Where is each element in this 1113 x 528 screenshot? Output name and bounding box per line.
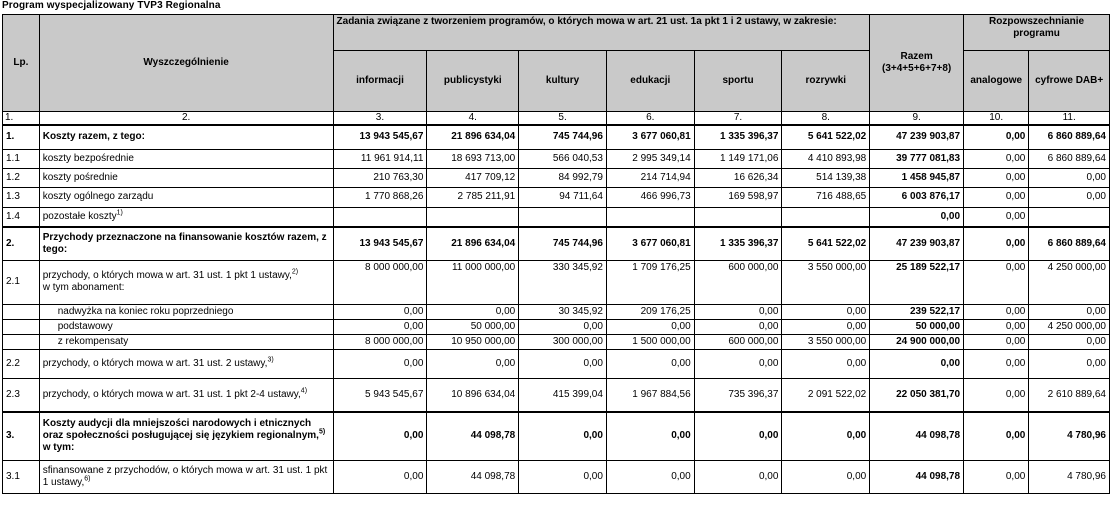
row-value: 0,00 — [1029, 304, 1110, 319]
row-value: 0,00 — [519, 460, 607, 493]
col-number: 3. — [333, 112, 427, 126]
row-label-text: koszty pośrednie — [42, 171, 118, 183]
row-value: 4 780,96 — [1029, 412, 1110, 460]
row-value: 8 000 000,00 — [333, 334, 427, 349]
row-value: 44 098,78 — [427, 460, 519, 493]
row-value: 0,00 — [964, 187, 1029, 207]
row-label-tail: w tym: — [42, 442, 75, 454]
row-value: 0,00 — [519, 319, 607, 334]
row-value: 10 896 634,04 — [427, 378, 519, 412]
row-lp — [3, 334, 40, 349]
row-value: 0,00 — [427, 349, 519, 378]
table-row — [3, 187, 1110, 207]
table-row — [3, 168, 1110, 187]
row-value: 6 860 889,64 — [1029, 227, 1110, 260]
row-value: 47 239 903,87 — [870, 125, 964, 149]
header-distribution: analogowe — [964, 51, 1029, 112]
row-value: 3 677 060,81 — [606, 125, 694, 149]
row-value: 0,00 — [606, 460, 694, 493]
header-task: sportu — [694, 51, 782, 112]
row-lp — [3, 319, 40, 334]
table-row — [3, 207, 1110, 227]
row-value: 0,00 — [333, 460, 427, 493]
row-value: 0,00 — [333, 319, 427, 334]
row-value: 2 785 211,91 — [427, 187, 519, 207]
header-distribution: cyfrowe DAB+ — [1029, 51, 1110, 112]
row-label-text: Koszty razem, z tego: — [42, 131, 145, 143]
row-value: 44 098,78 — [870, 412, 964, 460]
row-value: 0,00 — [782, 304, 870, 319]
row-value: 0,00 — [694, 319, 782, 334]
row-value: 0,00 — [782, 319, 870, 334]
row-value — [694, 207, 782, 227]
row-value: 600 000,00 — [694, 260, 782, 304]
footnote-marker: 2) — [291, 268, 299, 276]
row-value: 210 763,30 — [333, 168, 427, 187]
row-value: 1 967 884,56 — [606, 378, 694, 412]
row-value: 22 050 381,70 — [870, 378, 964, 412]
row-label — [39, 125, 333, 149]
row-value: 0,00 — [694, 304, 782, 319]
row-label-text: przychody, o których mowa w art. 31 ust. 1 pkt 1 ustawy, — [42, 270, 292, 281]
row-value: 600 000,00 — [694, 334, 782, 349]
row-value: 0,00 — [1029, 187, 1110, 207]
row-value: 44 098,78 — [427, 412, 519, 460]
row-value: 21 896 634,04 — [427, 125, 519, 149]
table-row — [3, 149, 1110, 168]
row-value: 84 992,79 — [519, 168, 607, 187]
row-value: 4 250 000,00 — [1029, 260, 1110, 304]
col-number: 11. — [1029, 112, 1110, 126]
row-value: 3 550 000,00 — [782, 260, 870, 304]
row-value: 0,00 — [782, 349, 870, 378]
row-value: 1 149 171,06 — [694, 149, 782, 168]
row-label-text: koszty ogólnego zarządu — [42, 191, 154, 202]
row-value: 6 860 889,64 — [1029, 149, 1110, 168]
row-value: 2 091 522,02 — [782, 378, 870, 412]
row-label-text: pozostałe koszty — [42, 210, 117, 222]
row-value: 11 000 000,00 — [427, 260, 519, 304]
row-value: 4 780,96 — [1029, 460, 1110, 493]
row-value: 0,00 — [1029, 168, 1110, 187]
row-lp: 1. — [3, 125, 40, 149]
row-value: 5 641 522,02 — [782, 227, 870, 260]
row-value: 1 500 000,00 — [606, 334, 694, 349]
table-row — [3, 319, 1110, 334]
row-value — [333, 207, 427, 227]
row-value: 94 711,64 — [519, 187, 607, 207]
header-task: kultury — [519, 51, 607, 112]
header-task: edukacji — [606, 51, 694, 112]
table-row — [3, 304, 1110, 319]
row-value: 169 598,97 — [694, 187, 782, 207]
row-value: 2 995 349,14 — [606, 149, 694, 168]
footnote-marker: 6) — [84, 475, 91, 483]
row-value: 0,00 — [606, 349, 694, 378]
row-value: 0,00 — [427, 304, 519, 319]
table-row — [3, 227, 1110, 260]
row-label — [39, 412, 333, 460]
row-value: 2 610 889,64 — [1029, 378, 1110, 412]
row-label-text: przychody, o których mowa w art. 31 ust. 2 ustawy, — [42, 357, 268, 369]
row-label — [39, 460, 333, 493]
row-value — [1029, 207, 1110, 227]
table-row — [3, 334, 1110, 349]
row-value: 18 693 713,00 — [427, 149, 519, 168]
row-label — [39, 349, 333, 378]
row-value: 0,00 — [606, 319, 694, 334]
footnote-marker: 1) — [116, 209, 123, 217]
row-value: 11 961 914,11 — [333, 149, 427, 168]
row-value: 16 626,34 — [694, 168, 782, 187]
row-value: 745 744,96 — [519, 227, 607, 260]
row-label — [39, 187, 333, 207]
row-label-text: sfinansowane z przychodów, o których mowa w art. 31 ust. 1 pkt 1 ustawy, — [42, 464, 328, 488]
row-value: 466 996,73 — [606, 187, 694, 207]
row-lp: 3. — [3, 412, 40, 460]
row-value: 4 410 893,98 — [782, 149, 870, 168]
row-value: 209 176,25 — [606, 304, 694, 319]
header-total: Razem (3+4+5+6+7+8) — [870, 15, 964, 112]
row-value: 5 943 545,67 — [333, 378, 427, 412]
row-value: 1 335 396,37 — [694, 227, 782, 260]
row-value: 300 000,00 — [519, 334, 607, 349]
row-lp: 2. — [3, 227, 40, 260]
row-lp: 2.2 — [3, 349, 40, 378]
row-value: 1 709 176,25 — [606, 260, 694, 304]
row-label — [39, 319, 333, 334]
table-row — [3, 349, 1110, 378]
col-number: 1. — [3, 112, 40, 126]
row-value: 417 709,12 — [427, 168, 519, 187]
row-value: 0,00 — [333, 349, 427, 378]
row-value: 4 250 000,00 — [1029, 319, 1110, 334]
row-value: 0,00 — [694, 412, 782, 460]
row-label-text: nadwyżka na koniec roku poprzedniego — [57, 305, 234, 317]
table-row — [3, 260, 1110, 304]
row-value: 5 641 522,02 — [782, 125, 870, 149]
row-value: 50 000,00 — [427, 319, 519, 334]
row-label-subtext: w tym abonament: — [42, 282, 125, 293]
row-lp: 1.1 — [3, 149, 40, 168]
row-value: 514 139,38 — [782, 168, 870, 187]
row-label — [39, 207, 333, 227]
row-lp: 2.3 — [3, 378, 40, 412]
row-value: 30 345,92 — [519, 304, 607, 319]
row-value: 0,00 — [964, 349, 1029, 378]
row-value: 0,00 — [964, 125, 1029, 149]
row-value: 0,00 — [870, 207, 964, 227]
col-number: 4. — [427, 112, 519, 126]
row-value: 716 488,65 — [782, 187, 870, 207]
row-value: 3 550 000,00 — [782, 334, 870, 349]
row-value: 0,00 — [1029, 349, 1110, 378]
row-label — [39, 378, 333, 412]
row-label — [39, 168, 333, 187]
row-value: 21 896 634,04 — [427, 227, 519, 260]
row-value: 10 950 000,00 — [427, 334, 519, 349]
footnote-marker: 5) — [318, 428, 326, 436]
row-value: 0,00 — [870, 349, 964, 378]
row-value: 0,00 — [964, 319, 1029, 334]
row-value: 6 003 876,17 — [870, 187, 964, 207]
row-value: 1 458 945,87 — [870, 168, 964, 187]
header-task: informacji — [333, 51, 427, 112]
row-value: 415 399,04 — [519, 378, 607, 412]
row-value: 0,00 — [964, 304, 1029, 319]
header-lp: Lp. — [3, 15, 40, 112]
row-value: 0,00 — [964, 227, 1029, 260]
row-value: 8 000 000,00 — [333, 260, 427, 304]
row-value: 0,00 — [964, 260, 1029, 304]
row-value: 214 714,94 — [606, 168, 694, 187]
row-lp: 3.1 — [3, 460, 40, 493]
col-number: 6. — [606, 112, 694, 126]
row-label-text: z rekompensaty — [57, 335, 129, 347]
row-value — [782, 207, 870, 227]
header-task: rozrywki — [782, 51, 870, 112]
row-value: 1 770 868,26 — [333, 187, 427, 207]
row-value: 0,00 — [964, 168, 1029, 187]
row-label-text: Koszty audycji dla mniejszości narodowych i etnicznych oraz społeczności posługującej się językiem regionalnym, — [42, 418, 319, 442]
header-item: Wyszczególnienie — [39, 15, 333, 112]
financial-table — [2, 14, 1110, 494]
row-label-text: podstawowy — [57, 320, 113, 332]
row-value: 0,00 — [694, 349, 782, 378]
row-value: 0,00 — [782, 460, 870, 493]
row-value: 13 943 545,67 — [333, 125, 427, 149]
row-value: 0,00 — [333, 412, 427, 460]
row-value: 0,00 — [1029, 334, 1110, 349]
row-value: 6 860 889,64 — [1029, 125, 1110, 149]
row-value: 0,00 — [964, 460, 1029, 493]
footnote-marker: 3) — [267, 356, 274, 364]
header-task: publicystyki — [427, 51, 519, 112]
row-value: 0,00 — [606, 412, 694, 460]
column-number-row — [3, 112, 1110, 126]
row-label — [39, 227, 333, 260]
footnote-marker: 4) — [300, 387, 308, 395]
row-value: 745 744,96 — [519, 125, 607, 149]
row-value: 50 000,00 — [870, 319, 964, 334]
row-label-text: Przychody przeznaczone na finansowanie kosztów razem, z tego: — [42, 231, 327, 255]
table-row — [3, 378, 1110, 412]
col-number: 5. — [519, 112, 607, 126]
row-label-text: przychody, o których mowa w art. 31 ust. 1 pkt 2-4 ustawy, — [42, 388, 301, 400]
row-value: 0,00 — [694, 460, 782, 493]
row-value: 0,00 — [964, 334, 1029, 349]
row-value: 1 335 396,37 — [694, 125, 782, 149]
table-row — [3, 125, 1110, 149]
row-value: 0,00 — [519, 412, 607, 460]
row-value: 44 098,78 — [870, 460, 964, 493]
row-lp: 1.3 — [3, 187, 40, 207]
row-value: 25 189 522,17 — [870, 260, 964, 304]
row-value: 24 900 000,00 — [870, 334, 964, 349]
row-value: 735 396,37 — [694, 378, 782, 412]
row-lp: 2.1 — [3, 260, 40, 304]
row-value: 39 777 081,83 — [870, 149, 964, 168]
row-label — [39, 304, 333, 319]
row-value — [427, 207, 519, 227]
row-value: 0,00 — [519, 349, 607, 378]
row-lp: 1.4 — [3, 207, 40, 227]
row-value — [606, 207, 694, 227]
header-distribution-group: Rozpowszechnianie programu — [964, 15, 1110, 51]
row-value: 330 345,92 — [519, 260, 607, 304]
row-value: 0,00 — [964, 412, 1029, 460]
row-value: 0,00 — [782, 412, 870, 460]
row-value: 47 239 903,87 — [870, 227, 964, 260]
row-value: 239 522,17 — [870, 304, 964, 319]
row-label — [39, 260, 333, 304]
row-value: 0,00 — [333, 304, 427, 319]
row-value: 0,00 — [964, 207, 1029, 227]
row-value: 0,00 — [964, 378, 1029, 412]
row-value: 566 040,53 — [519, 149, 607, 168]
row-lp — [3, 304, 40, 319]
row-value: 3 677 060,81 — [606, 227, 694, 260]
table-title: Program wyspecjalizowany TVP3 Regionalna — [2, 0, 221, 11]
col-number: 10. — [964, 112, 1029, 126]
row-lp: 1.2 — [3, 168, 40, 187]
row-value — [519, 207, 607, 227]
row-label — [39, 149, 333, 168]
row-value: 13 943 545,67 — [333, 227, 427, 260]
header-tasks-group: Zadania związane z tworzeniem programów, o których mowa w art. 21 ust. 1a pkt 1 i 2 ustawy, w zakresie: — [333, 15, 870, 51]
row-label — [39, 334, 333, 349]
row-label-text: koszty bezpośrednie — [42, 152, 134, 164]
table-row — [3, 412, 1110, 460]
col-number: 7. — [694, 112, 782, 126]
row-value: 0,00 — [964, 149, 1029, 168]
col-number: 9. — [870, 112, 964, 126]
col-number: 2. — [39, 112, 333, 126]
table-row — [3, 460, 1110, 493]
col-number: 8. — [782, 112, 870, 126]
